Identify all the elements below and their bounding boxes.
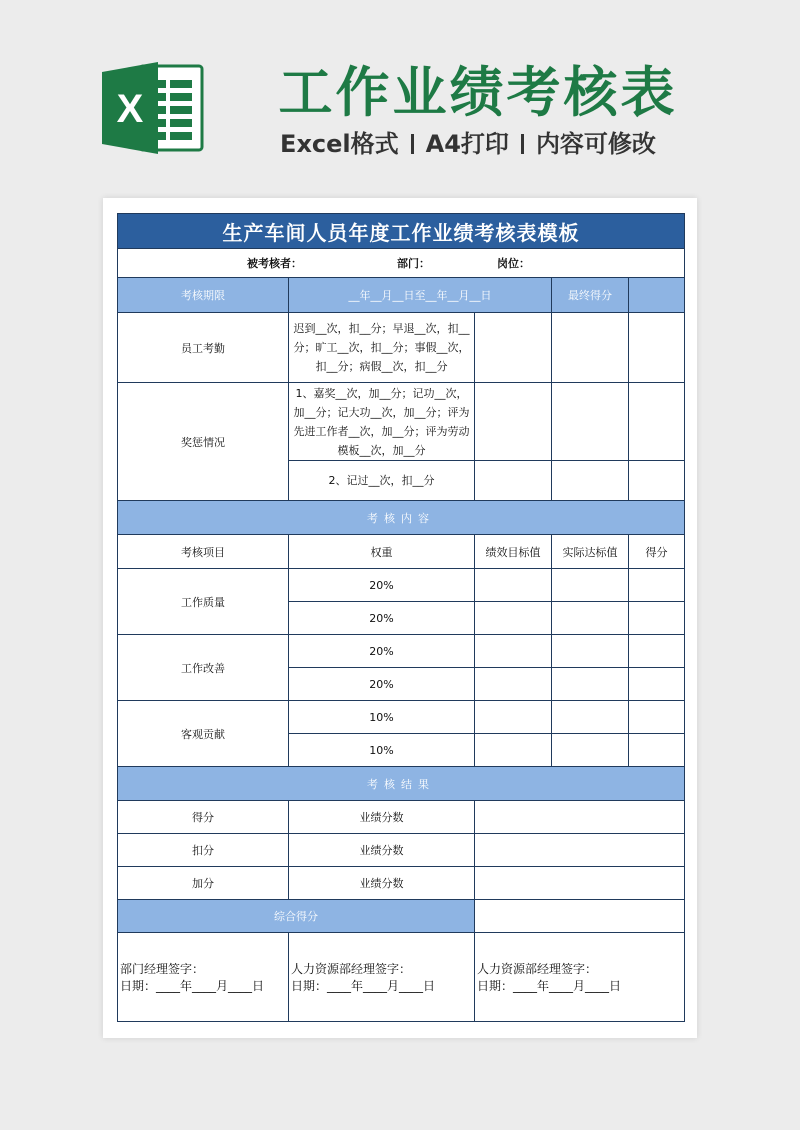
banner-title: 工作业绩考核表 [278, 61, 678, 124]
banner-subtitle [258, 124, 678, 159]
cell[interactable] [475, 602, 552, 635]
item-name: 工作改善 [118, 635, 289, 701]
cell[interactable] [475, 635, 552, 668]
signature-title: 部门经理签字： [120, 962, 205, 976]
signature-hr-manager-2[interactable] [475, 933, 685, 1022]
cell[interactable] [552, 602, 629, 635]
cell[interactable] [475, 569, 552, 602]
cell[interactable] [629, 461, 685, 501]
cell[interactable] [552, 635, 629, 668]
col-actual: 实际达标值 [552, 535, 629, 569]
item-weight: 20% [289, 569, 475, 602]
assessment-form-table [117, 213, 685, 1022]
cell[interactable] [552, 701, 629, 734]
position-label: 岗位： [497, 257, 531, 270]
signature-date: 日期：____年____月____日 [477, 979, 622, 993]
total-score-cell[interactable] [475, 900, 685, 933]
svg-text:X: X [116, 87, 144, 131]
signature-date: 日期：____年____月____日 [120, 979, 265, 993]
result-type: 业绩分数 [289, 834, 475, 867]
result-section-header: 考核结果 [118, 767, 685, 801]
cell[interactable] [552, 668, 629, 701]
result-value-cell[interactable] [475, 867, 685, 900]
col-weight: 权重 [289, 535, 475, 569]
period-value[interactable]: __年__月__日至__年__月__日 [289, 278, 552, 313]
cell[interactable] [475, 701, 552, 734]
item-name: 工作质量 [118, 569, 289, 635]
period-label: 考核期限 [118, 278, 289, 313]
item-name: 客观贡献 [118, 701, 289, 767]
cell[interactable] [629, 701, 685, 734]
subtitle-print: A4打印 [425, 130, 509, 158]
assessee-label: 被考核者： [247, 257, 303, 270]
info-row [118, 249, 685, 278]
department-label: 部门： [397, 257, 431, 270]
banner [0, 0, 800, 195]
signature-title: 人力资源部经理签字： [477, 962, 598, 976]
signature-date: 日期：____年____月____日 [291, 979, 436, 993]
cell[interactable] [475, 461, 552, 501]
cell[interactable] [629, 569, 685, 602]
cell[interactable] [475, 313, 552, 383]
signature-hr-manager[interactable] [289, 933, 475, 1022]
subtitle-editable: 内容可修改 [535, 130, 656, 158]
item-weight: 20% [289, 635, 475, 668]
separator [411, 134, 414, 154]
form-title: 生产车间人员年度工作业绩考核表模板 [118, 214, 685, 249]
item-weight: 20% [289, 668, 475, 701]
item-weight: 20% [289, 602, 475, 635]
rewards-text-1: 1、嘉奖__次，加__分；记功__次，加__分；记大功__次，加__分；评为先进工作者__次，加__分；评为劳动模板__次，加__分 [289, 383, 475, 461]
signature-title: 人力资源部经理签字： [291, 962, 412, 976]
cell[interactable] [629, 383, 685, 461]
signature-dept-manager[interactable] [118, 933, 289, 1022]
col-item: 考核项目 [118, 535, 289, 569]
rewards-text-2: 2、记过__次，扣__分 [289, 461, 475, 501]
result-value-cell[interactable] [475, 834, 685, 867]
result-label: 加分 [118, 867, 289, 900]
final-score-cell[interactable] [629, 278, 685, 313]
result-label: 扣分 [118, 834, 289, 867]
cell[interactable] [475, 668, 552, 701]
cell[interactable] [475, 734, 552, 767]
cell[interactable] [629, 734, 685, 767]
separator [521, 134, 524, 154]
result-label: 得分 [118, 801, 289, 834]
cell[interactable] [552, 461, 629, 501]
form-paper [103, 198, 697, 1038]
cell[interactable] [629, 635, 685, 668]
cell[interactable] [475, 383, 552, 461]
col-target: 绩效目标值 [475, 535, 552, 569]
result-type: 业绩分数 [289, 867, 475, 900]
rewards-label: 奖惩情况 [118, 383, 289, 501]
item-weight: 10% [289, 734, 475, 767]
cell[interactable] [552, 383, 629, 461]
final-score-label: 最终得分 [552, 278, 629, 313]
attendance-label: 员工考勤 [118, 313, 289, 383]
item-weight: 10% [289, 701, 475, 734]
subtitle-format: Excel格式 [280, 130, 399, 158]
col-score: 得分 [629, 535, 685, 569]
content-section-header: 考核内容 [118, 501, 685, 535]
cell[interactable] [629, 313, 685, 383]
total-score-label: 综合得分 [118, 900, 475, 933]
result-type: 业绩分数 [289, 801, 475, 834]
cell[interactable] [552, 569, 629, 602]
result-value-cell[interactable] [475, 801, 685, 834]
cell[interactable] [552, 734, 629, 767]
cell[interactable] [552, 313, 629, 383]
cell[interactable] [629, 668, 685, 701]
excel-icon [100, 58, 206, 158]
attendance-text: 迟到__次，扣__分；早退__次，扣__分；旷工__次，扣__分；事假__次，扣__分；病假__次，扣__分 [289, 313, 475, 383]
cell[interactable] [629, 602, 685, 635]
